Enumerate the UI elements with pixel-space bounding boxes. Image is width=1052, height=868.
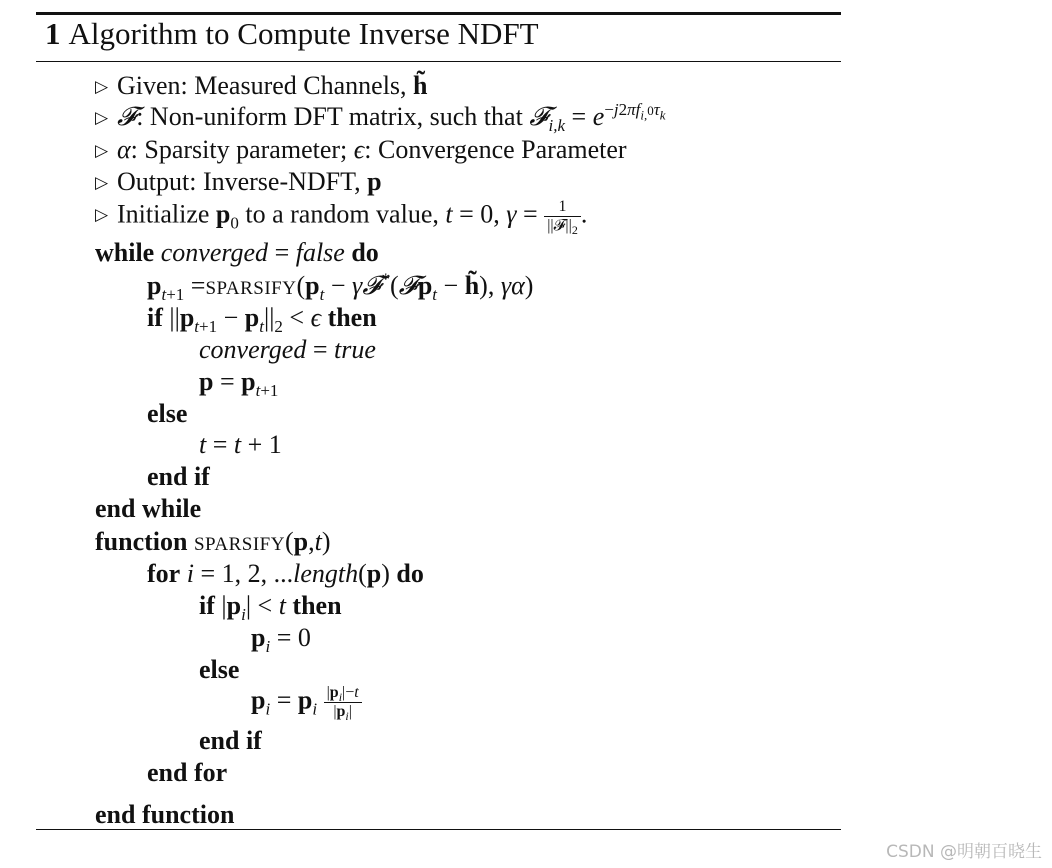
triangle-icon: ▷ — [95, 77, 109, 96]
else-line-2: else — [199, 655, 240, 684]
triangle-icon: ▷ — [95, 173, 109, 192]
else-line-1: else — [147, 399, 188, 428]
comment-given: ▷ Given: Measured Channels, h̃ — [95, 70, 428, 103]
end-for-line: end for — [147, 758, 228, 787]
if-convergence-line: if $||p_{t+1} - p_t||_2 < \epsilon$ then — [147, 303, 377, 337]
algorithm-caption — [45, 14, 539, 54]
end-if-line-2: end if — [199, 726, 262, 755]
caption-rule — [36, 61, 841, 62]
if-threshold-line: if $|p_i| < t$ then — [199, 591, 342, 625]
triangle-icon: ▷ — [95, 205, 109, 225]
shrink-assign-line: $p_i = p_i$ $\frac{|p_i|-t}{|p_i|}$ — [251, 684, 362, 721]
for-line: for i = 1, 2, ...length(p) do — [147, 559, 424, 588]
assign-p-line: $p = p_{t+1}$ — [199, 367, 279, 401]
triangle-icon: ▷ — [95, 141, 109, 160]
while-line: while converged = false do — [95, 238, 379, 267]
bottom-rule — [36, 829, 841, 830]
algorithm-number: 1 — [45, 16, 61, 51]
comment-output: ▷ Output: Inverse-NDFT, p — [95, 166, 382, 199]
comment-initialize: ▷ Initialize $p_0$ to a random value, t = 0, γ = $\frac{1}{||𝓕||_2}$ . — [95, 198, 588, 238]
algorithm-title: Algorithm to Compute Inverse NDFT — [68, 16, 539, 51]
shrink-fraction: $\frac{|p_i|-t}{|p_i|}$ — [324, 684, 362, 721]
comment-f-matrix: ▷ 𝓕: Non-uniform DFT matrix, such that 𝓕$_{i,k}$ = $e^{-j2\pi f_{i,}0\tau_k}$ — [95, 100, 666, 136]
end-while-line: end while — [95, 494, 202, 523]
increment-t-line: t = t + 1 — [199, 430, 282, 459]
end-if-line-1: end if — [147, 462, 210, 491]
end-function-line: end function — [95, 800, 235, 829]
set-converged-line: converged = true — [199, 335, 376, 364]
triangle-icon: ▷ — [95, 108, 109, 127]
zero-assign-line: $p_i = 0$ — [251, 623, 311, 657]
comment-alpha: ▷ α: Sparsity parameter; ϵ: Convergence Parameter — [95, 134, 627, 167]
gamma-fraction: $\frac{1}{||𝓕||_2}$ — [544, 198, 581, 235]
update-step-line: $p_{t+1}$ $=SPARSIFY(p_t$ − γ𝓕*(𝓕p$_t$ − h̃), γα) — [147, 269, 534, 305]
function-line: function SPARSIFY(p,t) — [95, 527, 331, 556]
watermark: CSDN @明朝百晓生 — [886, 842, 1042, 862]
